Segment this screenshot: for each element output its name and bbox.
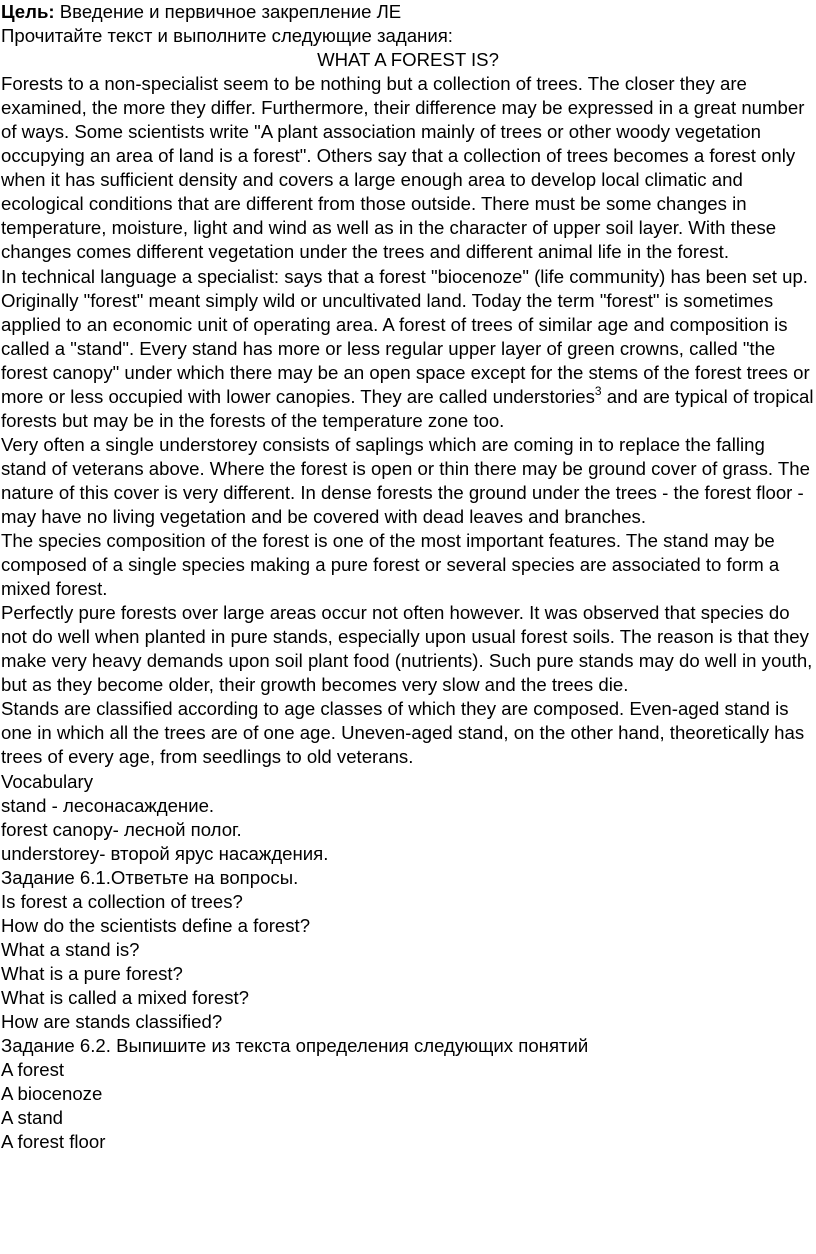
paragraph-3: Very often a single understorey consists of saplings which are coming in to replace the falling stand of veterans above. Where the forest is open or thin there may be ground cover of grass. The nature of this cover is very different. In dense forests the ground under the trees - the forest floor - may have no living vegetation and be covered with dead leaves and branches. xyxy=(1,433,810,527)
vocabulary-item: forest canopy- лесной полог. xyxy=(1,818,242,840)
document-page xyxy=(1,0,815,1154)
term-item: A forest floor xyxy=(1,1131,106,1153)
paragraph-2-text-b: and are typical of tropical forests but may be in the forests of the temperature zone too. xyxy=(1,385,814,431)
question-item: What is a pure forest? xyxy=(1,962,183,984)
question-item: What is called a mixed forest? xyxy=(1,986,250,1008)
question-item: What a stand is? xyxy=(1,938,140,960)
term-item: A forest xyxy=(1,1059,65,1081)
goal-text: Введение и первичное закрепление ЛЕ xyxy=(54,1,402,22)
question-item: How do the scientists define a forest? xyxy=(1,914,311,936)
paragraph-6: Stands are classified according to age classes of which they are composed. Even-aged stand is one in which all the trees are of one age. Uneven-aged stand, on the other hand, theoretically has trees of every age, from seedlings to old veterans. xyxy=(1,698,805,768)
paragraph-5: Perfectly pure forests over large areas occur not often however. It was observed that species do not do well when planted in pure stands, especially upon usual forest soils. The reason is that they make very heavy demands upon soil plant food (nutrients). Such pure stands may do well in youth, but as they become older, their growth becomes very slow and the trees die. xyxy=(1,602,813,696)
footnote-marker: 3 xyxy=(594,383,602,398)
vocabulary-item: stand - лесонасаждение. xyxy=(1,794,215,816)
text-title: WHAT A FOREST IS? xyxy=(317,49,499,71)
goal-line xyxy=(1,0,815,24)
paragraph-4: The species composition of the forest is one of the most important features. The stand may be composed of a single species making a pure forest or several species are associated to form a mixed forest. xyxy=(1,530,780,600)
task-1-heading: Задание 6.1.Ответьте на вопросы. xyxy=(1,866,299,888)
question-item: Is forest a collection of trees? xyxy=(1,890,243,912)
paragraph-1: Forests to a non-specialist seem to be nothing but a collection of trees. The closer they are examined, the more they differ. Furthermore, their difference may be expressed in a great number of ways. Some scientists write "A plant association mainly of trees or other woody vegetation occupying an area of land is a forest". Others say that a collection of trees becomes a forest only when it has sufficient density and covers a large enough area to develop local climatic and ecological conditions that are different from those outside. There must be some changes in temperature, moisture, light and wind as well as in the character of upper soil layer. With these changes comes different vegetation under the trees and different animal life in the forest. xyxy=(1,73,805,263)
goal-label: Цель: xyxy=(1,1,55,22)
paragraph-2-text-a: In technical language a specialist: says that a forest "biocenoze" (life community) has been set up. Originally "forest" meant simply wild or uncultivated land. Today the term "forest" is sometimes applied to an economic unit of operating area. A forest of trees of similar age and composition is called a "stand". Every stand has more or less regular upper layer of green crowns, called "the forest canopy" under which there may be an open space except for the stems of the forest trees or more or less occupied with lower canopies. They are called understories xyxy=(1,265,810,407)
vocabulary-item: understorey- второй ярус насаждения. xyxy=(1,842,329,864)
question-item: How are stands classified? xyxy=(1,1010,223,1032)
paragraph-2 xyxy=(1,265,815,433)
task-2-heading: Задание 6.2. Выпишите из текста определения следующих понятий xyxy=(1,1035,589,1057)
term-item: A stand xyxy=(1,1107,64,1129)
term-item: A biocenoze xyxy=(1,1083,103,1105)
vocabulary-heading: Vocabulary xyxy=(1,770,93,792)
instruction-line: Прочитайте текст и выполните следующие задания: xyxy=(1,25,453,47)
